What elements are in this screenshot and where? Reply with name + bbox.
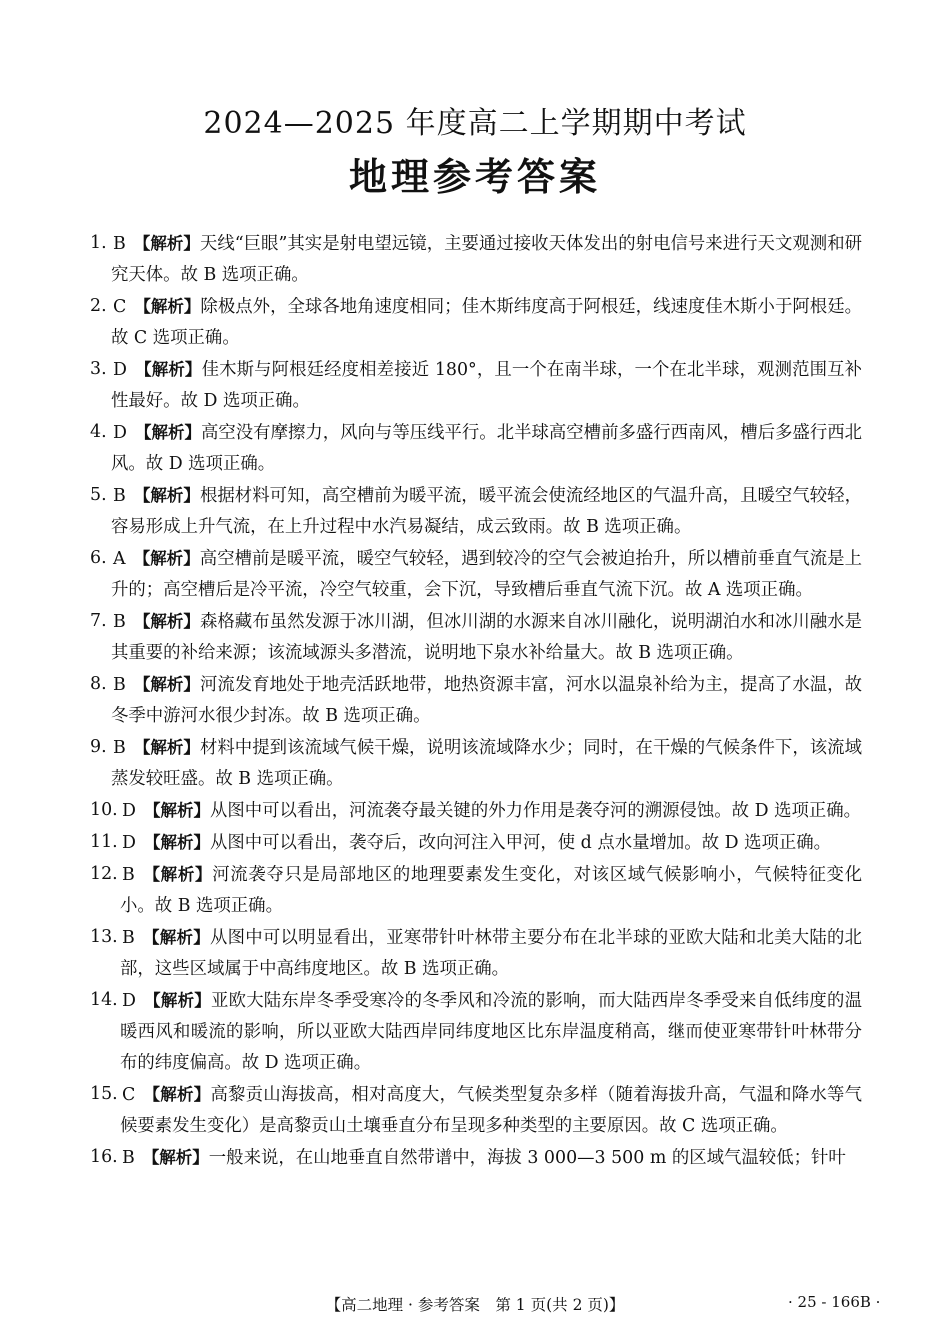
answer-item: [90, 480, 862, 543]
analysis-label: 【解析】: [133, 549, 200, 568]
analysis-text: 根据材料可知，高空槽前为暖平流，暖平流会使流经地区的气温升高，且暖空气较轻，容易形成上升气流，在上升过程中水汽易凝结，成云致雨。故 B 选项正确。: [111, 486, 862, 537]
answer-choice: D: [122, 991, 136, 1011]
answer-choice: B: [113, 234, 126, 254]
analysis-label: 【解析】: [143, 991, 211, 1010]
answer-choice: B: [113, 486, 126, 506]
analysis-text: 佳木斯与阿根廷经度相差接近 180°，且一个在南半球，一个在北半球，观测范围互补性最好。故 D 选项正确。: [111, 360, 863, 411]
answer-choice: B: [122, 1148, 135, 1168]
answer-list: [90, 228, 862, 1174]
answer-item: [90, 795, 862, 827]
answer-item: [90, 827, 862, 859]
analysis-text: 河流袭夺只是局部地区的地理要素发生变化，对该区域气候影响小，气候特征变化小。故 B 选项正确。: [120, 865, 863, 916]
item-number: 12.: [90, 864, 118, 884]
answer-item: [90, 985, 862, 1079]
analysis-text: 高空没有摩擦力，风向与等压线平行。北半球高空槽前多盛行西南风，槽后多盛行西北风。故 D 选项正确。: [111, 423, 862, 474]
item-number: 13.: [90, 927, 118, 947]
answer-item: [90, 291, 862, 354]
item-number: 16.: [90, 1147, 118, 1167]
item-number: 9.: [90, 737, 107, 757]
analysis-text: 从图中可以看出，袭夺后，改向河注入甲河，使 d 点水量增加。故 D 选项正确。: [209, 833, 832, 853]
analysis-text: 天线“巨眼”其实是射电望远镜，主要通过接收天体发出的射电信号来进行天文观测和研究天体。故 B 选项正确。: [111, 234, 863, 285]
analysis-label: 【解析】: [143, 833, 210, 852]
answer-choice: B: [113, 612, 126, 632]
item-number: 3.: [90, 359, 107, 379]
answer-item: [90, 669, 862, 732]
analysis-text: 一般来说，在山地垂直自然带谱中，海拔 3 000—3 500 m 的区域气温较低；针叶: [208, 1148, 846, 1168]
item-number: 4.: [90, 422, 107, 442]
item-number: 15.: [90, 1084, 118, 1104]
answer-item: [90, 228, 862, 291]
item-number: 5.: [90, 485, 107, 505]
analysis-label: 【解析】: [142, 865, 213, 884]
item-number: 10.: [90, 800, 118, 820]
item-number: 2.: [90, 296, 107, 316]
answer-item: [90, 1142, 862, 1174]
analysis-label: 【解析】: [133, 612, 200, 631]
analysis-text: 高空槽前是暖平流，暖空气较轻，遇到较冷的空气会被迫抬升，所以槽前垂直气流是上升的；高空槽后是冷平流，冷空气较重，会下沉，导致槽后垂直气流下沉。故 A 选项正确。: [111, 549, 863, 600]
analysis-text: 高黎贡山海拔高，相对高度大，气候类型复杂多样（随着海拔升高，气温和降水等气候要素发生变化）是高黎贡山土壤垂直分布呈现多种类型的主要原因。故 C 选项正确。: [120, 1085, 862, 1136]
page-footer: 【高二地理 · 参考答案 第 1 页(共 2 页)】: [325, 1296, 625, 1314]
answer-item: [90, 354, 862, 417]
item-number: 11.: [90, 832, 118, 852]
answer-item: [90, 859, 862, 922]
answer-choice: D: [122, 801, 136, 821]
analysis-text: 材料中提到该流域气候干燥，说明该流域降水少；同时，在干燥的气候条件下，该流域蒸发较旺盛。故 B 选项正确。: [111, 738, 862, 789]
analysis-label: 【解析】: [143, 801, 210, 820]
analysis-label: 【解析】: [143, 1085, 211, 1104]
answer-item: [90, 543, 862, 606]
answer-item: [90, 732, 862, 795]
answer-choice: D: [113, 423, 127, 443]
analysis-label: 【解析】: [134, 360, 202, 379]
answer-item: [90, 1079, 862, 1142]
exam-title: 2024—2025 年度高二上学期期中考试: [203, 106, 747, 141]
analysis-label: 【解析】: [133, 486, 200, 505]
item-number: 8.: [90, 674, 107, 694]
answer-item: [90, 417, 862, 480]
answer-item: [90, 922, 862, 985]
answer-choice: B: [113, 675, 126, 695]
answer-choice: B: [122, 865, 135, 885]
analysis-label: 【解析】: [133, 234, 200, 253]
analysis-text: 河流发育地处于地壳活跃地带，地热资源丰富，河水以温泉补给为主，提高了水温，故冬季中游河水很少封冻。故 B 选项正确。: [111, 675, 862, 726]
answer-choice: B: [122, 928, 135, 948]
answer-choice: D: [113, 360, 127, 380]
item-number: 1.: [90, 233, 107, 253]
analysis-label: 【解析】: [142, 1148, 209, 1167]
analysis-label: 【解析】: [133, 675, 200, 694]
analysis-label: 【解析】: [133, 738, 200, 757]
item-number: 14.: [90, 990, 118, 1010]
answer-choice: B: [113, 738, 126, 758]
analysis-text: 从图中可以明显看出，亚寒带针叶林带主要分布在北半球的亚欧大陆和北美大陆的北部，这些区域属于中高纬度地区。故 B 选项正确。: [120, 928, 863, 979]
analysis-label: 【解析】: [134, 423, 201, 442]
analysis-label: 【解析】: [142, 928, 210, 947]
item-number: 6.: [90, 548, 107, 568]
paper-code: · 25 - 166B ·: [788, 1293, 881, 1311]
answer-subtitle: 地理参考答案: [348, 155, 601, 199]
analysis-text: 亚欧大陆东岸冬季受寒冷的冬季风和冷流的影响，而大陆西岸冬季受来自低纬度的温暖西风和暖流的影响，所以亚欧大陆西岸同纬度地区比东岸温度稍高，继而使亚寒带针叶林带分布的纬度偏高。故 D 选项正确。: [120, 991, 862, 1073]
answer-choice: C: [122, 1085, 136, 1105]
answer-choice: C: [113, 297, 127, 317]
answer-item: [90, 606, 862, 669]
answer-choice: D: [122, 833, 136, 853]
answer-choice: A: [113, 549, 126, 569]
item-number: 7.: [90, 611, 107, 631]
analysis-text: 除极点外，全球各地角速度相同；佳木斯纬度高于阿根廷，线速度佳木斯小于阿根廷。故 C 选项正确。: [111, 297, 862, 348]
analysis-label: 【解析】: [134, 297, 201, 316]
analysis-text: 从图中可以看出，河流袭夺最关键的外力作用是袭夺河的溯源侵蚀。故 D 选项正确。: [209, 801, 862, 821]
analysis-text: 森格藏布虽然发源于冰川湖，但冰川湖的水源来自冰川融化，说明湖泊水和冰川融水是其重要的补给来源；该流域源头多潜流，说明地下泉水补给量大。故 B 选项正确。: [111, 612, 862, 663]
